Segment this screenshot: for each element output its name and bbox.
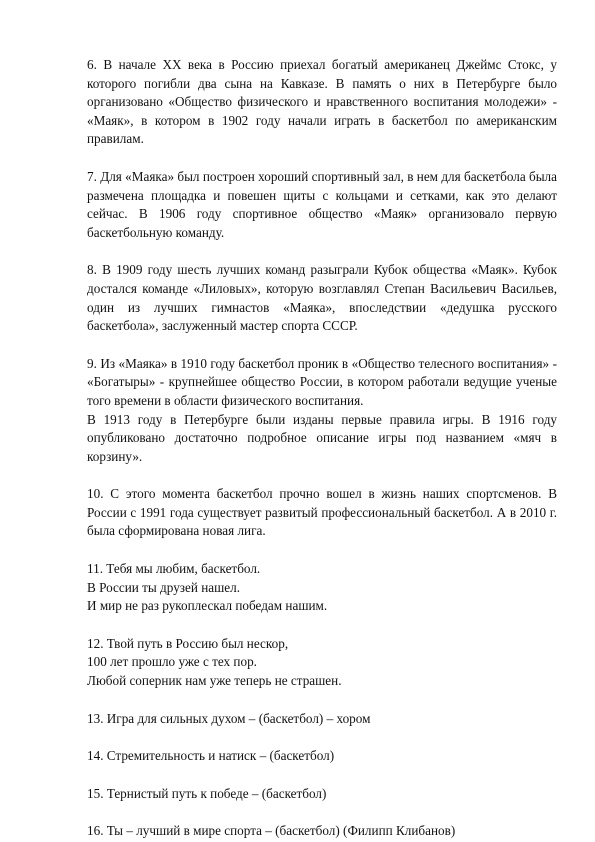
poem-11 [87, 560, 557, 616]
paragraph-8: 8. В 1909 году шесть лучших команд разыграли Кубок общества «Маяк». Кубок достался команде «Лиловых», которую возглавлял Степан Васильевич Васильев, один из лучших гимнастов «Маяка», впоследствии «дедушка русского баскетбола», заслуженный мастер спорта СССР. [87, 262, 557, 334]
paragraph-9-block [87, 355, 557, 467]
line-14: 14. Стремительность и натиск – (баскетбол) [87, 748, 335, 764]
poem-11-line-3: И мир не раз рукоплескал победам нашим. [87, 598, 328, 614]
poem-11-line-2: В России ты друзей нашел. [87, 579, 240, 595]
poem-12-line-3: Любой соперник нам уже теперь не страшен. [87, 673, 342, 689]
paragraph-6: 6. В начале XX века в Россию приехал богатый американец Джеймс Стокс, у которого погибли два сына на Кавказе. В память о них в Петербурге было организовано «Общество физического и нравственного воспитания молодежи» - «Маяк», в котором в 1902 году начали играть в баскетбол по американским правилам. [87, 57, 557, 147]
paragraph-7: 7. Для «Маяка» был построен хороший спортивный зал, в нем для баскетбола была размечена площадка и повешен щиты с кольцами и сетками, как это делают сейчас. В 1906 году спортивное общество «Маяк» организовало первую баскетбольную команду. [87, 168, 557, 240]
paragraph-9: 9. Из «Маяка» в 1910 году баскетбол проник в «Общество телесного воспитания» - «Богатыры» - крупнейшее общество России, в котором работали ведущие ученые того времени в области физического воспитания. [87, 355, 557, 408]
poem-11-line-1: 11. Тебя мы любим, баскетбол. [87, 561, 261, 577]
line-16: 16. Ты – лучший в мире спорта – (баскетбол) (Филипп Клибанов) [87, 823, 456, 839]
line-15: 15. Тернистый путь к победе – (баскетбол) [87, 785, 327, 801]
poem-12-line-2: 100 лет прошло уже с тех пор. [87, 654, 257, 670]
line-13: 13. Игра для сильных духом – (баскетбол) – хором [87, 710, 371, 726]
paragraph-9-continued: В 1913 году в Петербурге были изданы первые правила игры. В 1916 году опубликовано достаточно подробное описание игры под названием «мяч в корзину». [87, 411, 557, 464]
poem-12 [87, 635, 557, 691]
paragraph-10: 10. С этого момента баскетбол прочно вошел в жизнь наших спортсменов. В России с 1991 года существует развитый профессиональный баскетбол. А в 2010 г. была сформирована новая лига. [87, 486, 557, 539]
poem-12-line-1: 12. Твой путь в Россию был нескор, [87, 635, 289, 651]
